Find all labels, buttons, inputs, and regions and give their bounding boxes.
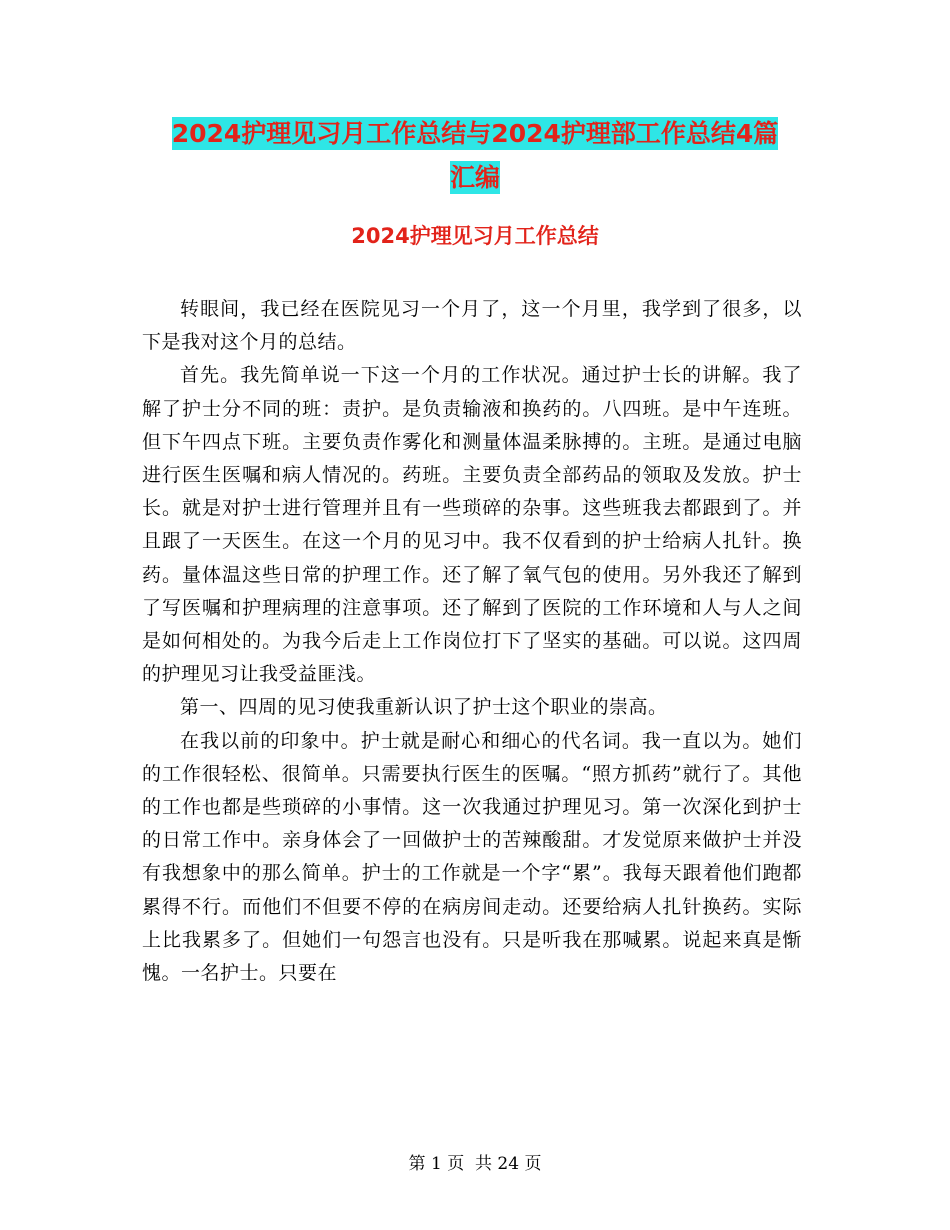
body-text: [142, 293, 802, 990]
paragraph: 第一、四周的见习使我重新认识了护士这个职业的崇高。: [180, 696, 668, 719]
section-title: 2024护理见习月工作总结: [351, 224, 599, 248]
footer-label-page: 第: [408, 1154, 426, 1174]
paragraph: 在我以前的印象中。护士就是耐心和细心的代名词。我一直以为。她们的工作很轻松、很简单。只需要执行医生的医嘱。“照方抓药”就行了。其他的工作也都是些琐碎的小事情。这一次我通过护理见习。第一次深化到护士的日常工作中。亲身体会了一回做护士的苦辣酸甜。才发觉原来做护士并没有我想象中的那么简单。护士的工作就是一个字“累”。我每天跟着他们跑都累得不行。而他们不但要不停的在病房间走动。还要给病人扎针换药。实际上比我累多了。但她们一句怨言也没有。只是听我在那喊累。说起来真是惭愧。一名护士。只要在: [142, 729, 802, 985]
footer-label-end: 页: [524, 1154, 542, 1174]
document-title: [140, 112, 810, 200]
document-title-line-1: 2024护理见习月工作总结与2024护理部工作总结4篇: [171, 119, 779, 148]
document-title-line-2: 汇编: [449, 163, 500, 192]
footer-current-page: 1: [430, 1154, 442, 1174]
page-footer: [0, 1152, 950, 1176]
footer-label-of: 页 共: [447, 1154, 492, 1174]
paragraph: 转眼间，我已经在医院见习一个月了，这一个月里，我学到了很多，以下是我对这个月的总结。: [142, 298, 802, 354]
paragraph: 首先。我先简单说一下这一个月的工作状况。通过护士长的讲解。我了解了护士分不同的班：责护。是负责输液和换药的。八四班。是中午连班。但下午四点下班。主要负责作雾化和测量体温柔脉搏的。主班。是通过电脑进行医生医嘱和病人情况的。药班。主要负责全部药品的领取及发放。护士长。就是对护士进行管理并且有一些琐碎的杂事。这些班我去都跟到了。并且跟了一天医生。在这一个月的见习中。我不仅看到的护士给病人扎针。换药。量体温这些日常的护理工作。还了解了氧气包的使用。另外我还了解到了写医嘱和护理病理的注意事项。还了解到了医院的工作环境和人与人之间是如何相处的。为我今后走上工作岗位打下了坚实的基础。可以说。这四周的护理见习让我受益匪浅。: [142, 364, 802, 686]
footer-total-pages: 24: [497, 1154, 520, 1174]
